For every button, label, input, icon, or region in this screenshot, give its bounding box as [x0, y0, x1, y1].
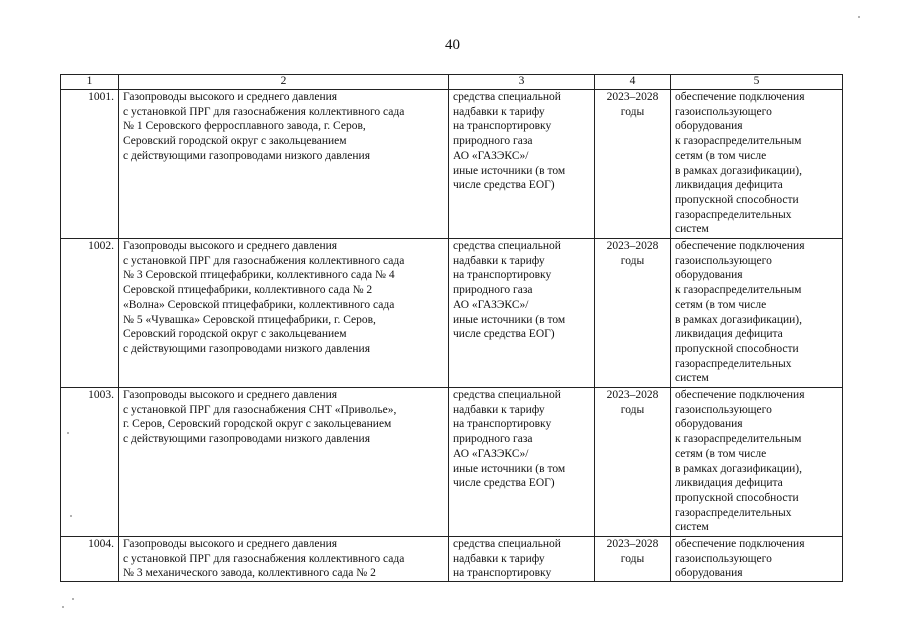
purpose-cell [671, 537, 843, 582]
scan-speck [62, 606, 64, 608]
text-line: обеспечение подключения [675, 389, 805, 401]
program-table [60, 74, 843, 582]
text-line: ликвидация дефицита [675, 328, 783, 341]
text-line: иные источники (в том [453, 313, 566, 326]
object-name-cell [119, 388, 449, 537]
text-line: числе средства ЕОГ) [453, 328, 555, 341]
text-line: надбавки к тарифу [453, 105, 545, 118]
funding-source-cell [449, 537, 595, 582]
text-line: природного газа [453, 135, 533, 148]
funding-source-cell [449, 388, 595, 537]
text-line: природного газа [453, 433, 533, 446]
text-line: годы [620, 552, 645, 565]
row-number-cell: 1003. [61, 388, 119, 537]
table-row [61, 239, 843, 388]
term-cell [595, 388, 671, 537]
term-cell [595, 239, 671, 388]
text-line: сетям (в том числе [675, 298, 767, 311]
text-line: АО «ГАЗЭКС»/ [453, 149, 529, 162]
row-number-cell: 1004. [61, 537, 119, 582]
object-name-cell [119, 537, 449, 582]
text-line: с действующими газопроводами низкого давления [123, 149, 370, 162]
row-number-cell: 1001. [61, 90, 119, 239]
scan-speck [858, 16, 860, 18]
text-line: 2023–2028 [606, 240, 659, 252]
text-line: газораспределительных [675, 208, 792, 221]
text-line: с действующими газопроводами низкого давления [123, 433, 370, 446]
text-line: оборудования [675, 567, 743, 580]
object-name-cell [119, 90, 449, 239]
page-number: 40 [445, 37, 460, 53]
column-number: 2 [119, 75, 449, 90]
text-line: средства специальной [453, 389, 561, 401]
text-line: на транспортировку [453, 567, 552, 580]
funding-source-cell [449, 90, 595, 239]
text-line: АО «ГАЗЭКС»/ [453, 447, 529, 460]
text-line: к газораспределительным [675, 433, 802, 446]
column-number: 4 [595, 75, 671, 90]
term-cell [595, 537, 671, 582]
text-line: пропускной способности [675, 491, 799, 504]
row-number-cell: 1002. [61, 239, 119, 388]
text-line: г. Серов, Серовский городской округ с закольцеванием [123, 418, 392, 431]
text-line: ликвидация дефицита [675, 477, 783, 490]
text-line: газоиспользующего [675, 403, 772, 416]
text-line: газораспределительных [675, 357, 792, 370]
text-line: систем [675, 372, 709, 385]
text-line: оборудования [675, 269, 743, 282]
text-line: средства специальной [453, 91, 561, 103]
purpose-cell [671, 239, 843, 388]
text-line: годы [620, 254, 645, 267]
text-line: на транспортировку [453, 418, 552, 431]
object-name-cell [119, 239, 449, 388]
text-line: годы [620, 403, 645, 416]
text-line: пропускной способности [675, 193, 799, 206]
text-line: годы [620, 105, 645, 118]
text-line: Газопроводы высокого и среднего давления [123, 91, 338, 103]
text-line: Серовской птицефабрики, коллективного сада № 2 [123, 284, 373, 297]
text-line: Газопроводы высокого и среднего давления [123, 240, 338, 252]
term-cell [595, 90, 671, 239]
text-line: Газопроводы высокого и среднего давления [123, 389, 338, 401]
text-line: Газопроводы высокого и среднего давления [123, 538, 338, 550]
text-line: с установкой ПРГ для газоснабжения коллективного сада [123, 105, 405, 118]
text-line: к газораспределительным [675, 284, 802, 297]
text-line: газоиспользующего [675, 254, 772, 267]
text-line: средства специальной [453, 240, 561, 252]
text-line: газораспределительных [675, 506, 792, 519]
column-number-row [61, 75, 843, 90]
text-line: 2023–2028 [606, 538, 659, 550]
text-line: надбавки к тарифу [453, 403, 545, 416]
text-line: № 3 механического завода, коллективного сада № 2 [123, 567, 376, 580]
text-line: Серовский городской округ с закольцеванием [123, 135, 347, 148]
text-line: числе средства ЕОГ) [453, 477, 555, 490]
text-line: систем [675, 521, 709, 534]
text-line: № 3 Серовской птицефабрики, коллективного сада № 4 [123, 269, 395, 282]
table-row [61, 90, 843, 239]
text-line: иные источники (в том [453, 462, 566, 475]
text-line: на транспортировку [453, 269, 552, 282]
text-line: 2023–2028 [606, 389, 659, 401]
text-line: природного газа [453, 284, 533, 297]
text-line: на транспортировку [453, 120, 552, 133]
scan-speck [72, 598, 74, 600]
table-row [61, 537, 843, 582]
text-line: газоиспользующего [675, 552, 772, 565]
text-line: систем [675, 223, 709, 236]
scan-speck [70, 515, 72, 517]
text-line: обеспечение подключения [675, 91, 805, 103]
text-line: «Волна» Серовской птицефабрики, коллективного сада [123, 298, 395, 311]
text-line: сетям (в том числе [675, 447, 767, 460]
column-number: 5 [671, 75, 843, 90]
text-line: в рамках догазификации), [675, 313, 802, 326]
text-line: к газораспределительным [675, 135, 802, 148]
text-line: с действующими газопроводами низкого давления [123, 342, 370, 355]
text-line: надбавки к тарифу [453, 552, 545, 565]
table-row [61, 388, 843, 537]
text-line: пропускной способности [675, 342, 799, 355]
text-line: 2023–2028 [606, 91, 659, 103]
text-line: Серовский городской округ с закольцеванием [123, 328, 347, 341]
text-line: оборудования [675, 120, 743, 133]
purpose-cell [671, 90, 843, 239]
purpose-cell [671, 388, 843, 537]
text-line: числе средства ЕОГ) [453, 179, 555, 192]
text-line: с установкой ПРГ для газоснабжения коллективного сада [123, 254, 405, 267]
text-line: газоиспользующего [675, 105, 772, 118]
text-line: ликвидация дефицита [675, 179, 783, 192]
text-line: № 5 «Чувашка» Серовской птицефабрики, г. Серов, [123, 313, 376, 326]
text-line: сетям (в том числе [675, 149, 767, 162]
text-line: в рамках догазификации), [675, 462, 802, 475]
text-line: с установкой ПРГ для газоснабжения СНТ «Приволье», [123, 403, 397, 416]
text-line: обеспечение подключения [675, 240, 805, 252]
text-line: АО «ГАЗЭКС»/ [453, 298, 529, 311]
scan-speck [67, 432, 69, 434]
text-line: надбавки к тарифу [453, 254, 545, 267]
text-line: иные источники (в том [453, 164, 566, 177]
column-number: 3 [449, 75, 595, 90]
column-number: 1 [61, 75, 119, 90]
text-line: обеспечение подключения [675, 538, 805, 550]
text-line: средства специальной [453, 538, 561, 550]
text-line: оборудования [675, 418, 743, 431]
text-line: в рамках догазификации), [675, 164, 802, 177]
text-line: № 1 Серовского ферросплавного завода, г. Серов, [123, 120, 366, 133]
table-body [61, 90, 843, 582]
funding-source-cell [449, 239, 595, 388]
text-line: с установкой ПРГ для газоснабжения коллективного сада [123, 552, 405, 565]
